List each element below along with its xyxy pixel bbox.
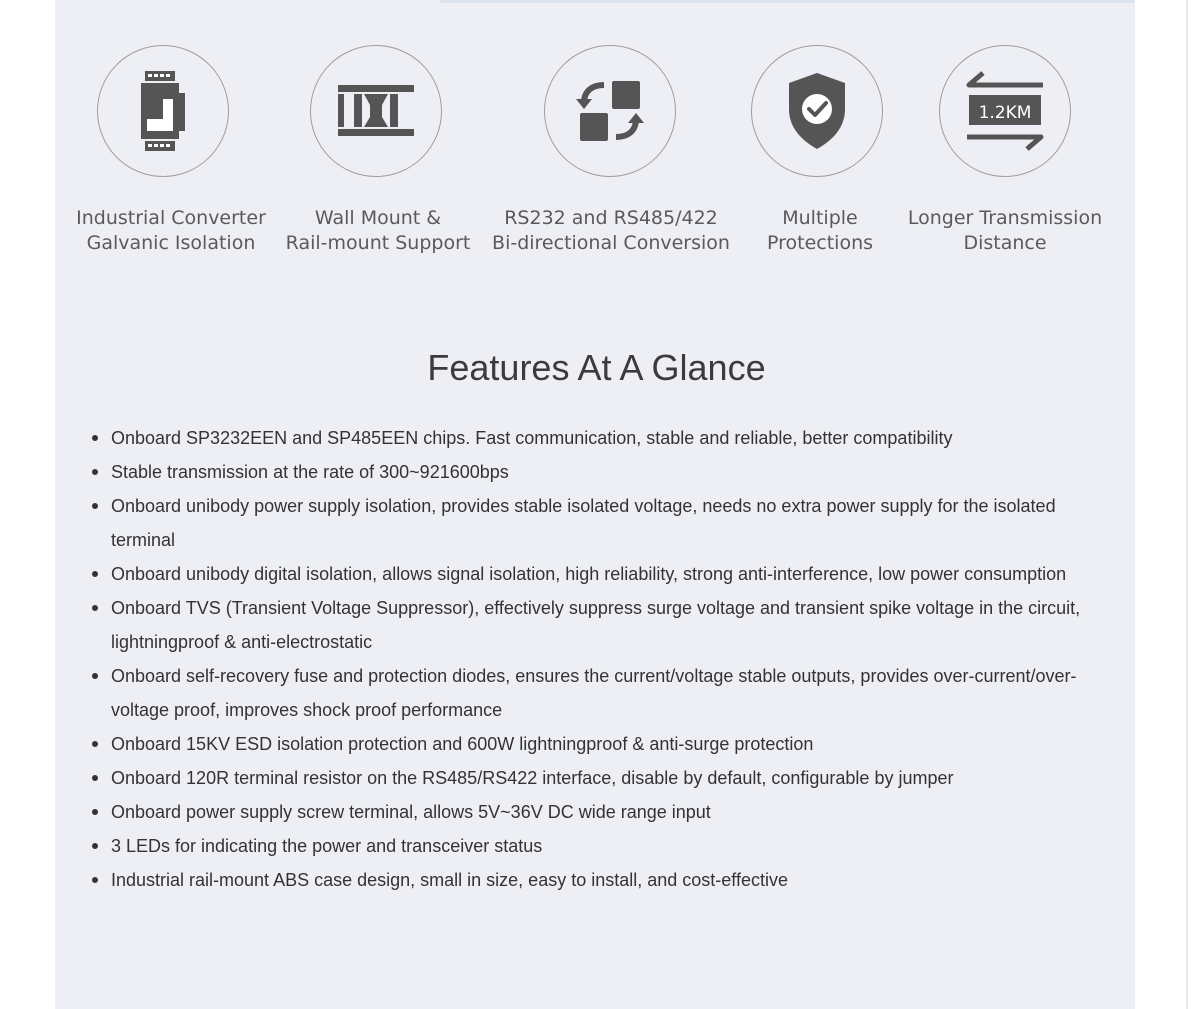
bidirectional-conversion-icon — [544, 45, 676, 177]
feature-label-protections: Multiple Protections — [766, 207, 874, 254]
list-item: Onboard unibody digital isolation, allows signal isolation, high reliability, strong anti-interference, low power consumption — [87, 557, 1097, 591]
feature-label-distance: Longer Transmission Distance — [907, 207, 1103, 254]
list-item: 3 LEDs for indicating the power and transceiver status — [87, 829, 1097, 863]
list-item: Onboard self-recovery fuse and protection diodes, ensures the current/voltage stable outputs, provides over-current/over-voltage proof, improves shock proof performance — [87, 659, 1097, 727]
list-item: Onboard unibody power supply isolation, provides stable isolated voltage, needs no extra power supply for the isolated terminal — [87, 489, 1097, 557]
distance-badge: 1.2KM — [978, 103, 1032, 123]
top-divider — [440, 0, 1135, 3]
list-item: Onboard 120R terminal resistor on the RS485/RS422 interface, disable by default, configurable by jumper — [87, 761, 1097, 795]
feature-label-conversion: RS232 and RS485/422 Bi-directional Conversion — [492, 207, 730, 254]
list-item: Onboard power supply screw terminal, allows 5V~36V DC wide range input — [87, 795, 1097, 829]
list-item: Industrial rail-mount ABS case design, small in size, easy to install, and cost-effective — [87, 863, 1097, 897]
rail-mount-icon — [310, 45, 442, 177]
section-title: Features At A Glance — [427, 347, 766, 388]
list-item: Onboard TVS (Transient Voltage Suppressor), effectively suppress surge voltage and transient spike voltage in the circuit, lightningproof & anti-electrostatic — [87, 591, 1097, 659]
shield-check-icon — [751, 45, 883, 177]
scrollbar-track — [1186, 0, 1188, 1009]
list-item: Stable transmission at the rate of 300~921600bps — [87, 455, 1097, 489]
feature-label-mounting: Wall Mount & Rail-mount Support — [285, 207, 471, 254]
din-rail-module-icon — [97, 45, 229, 177]
list-item: Onboard SP3232EEN and SP485EEN chips. Fast communication, stable and reliable, better compatibility — [87, 421, 1097, 455]
list-item: Onboard 15KV ESD isolation protection and 600W lightningproof & anti-surge protection — [87, 727, 1097, 761]
feature-list — [87, 421, 1097, 897]
feature-label-isolation: Industrial Converter Galvanic Isolation — [76, 207, 266, 254]
